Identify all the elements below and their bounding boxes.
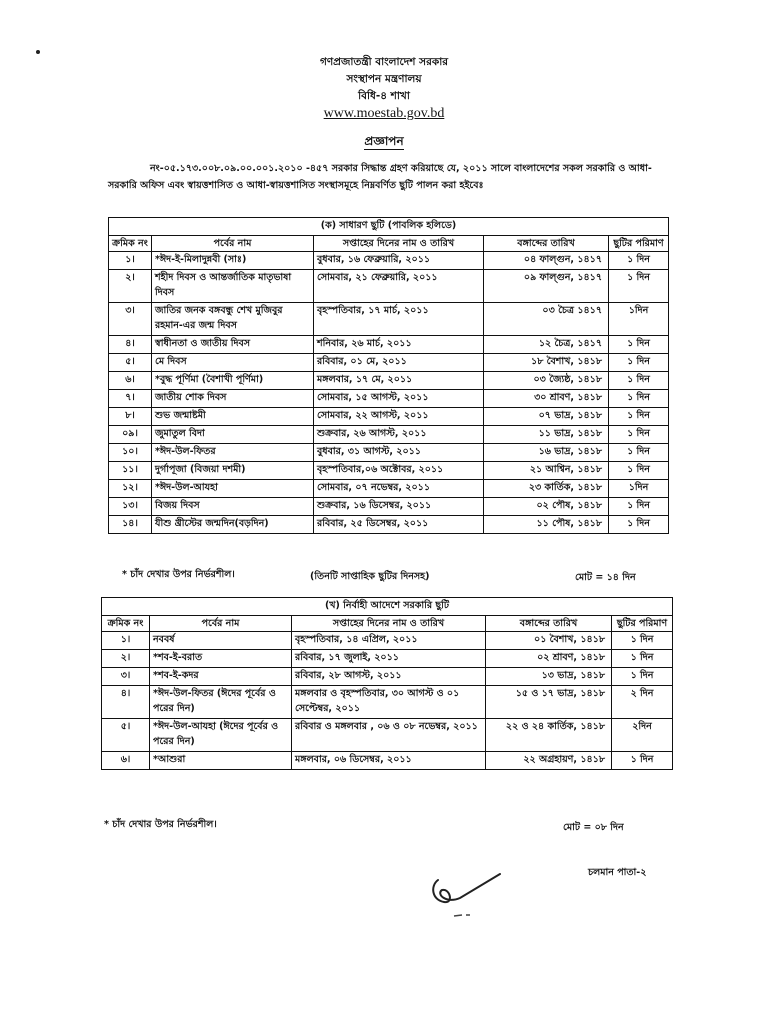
column-header-serial: ক্রমিক নং: [102, 616, 150, 632]
duration-cell: ১ দিন: [612, 650, 673, 668]
date-cell: বুধবার, ১৬ ফেব্রুয়ারি, ২০১১: [314, 252, 484, 270]
duration-cell: ১ দিন: [609, 426, 669, 444]
table-caption: (খ) নির্বাহী আদেশে সরকারি ছুটি: [102, 598, 673, 616]
duration-cell: ১ দিন: [609, 390, 669, 408]
duration-cell: ১ দিন: [612, 752, 673, 770]
table-row: [102, 650, 673, 668]
event-name-cell: জাতির জনক বঙ্গবন্ধু শেখ মুজিবুর রহমান-এর জন্ম দিবস: [152, 303, 314, 336]
table-row: [109, 444, 669, 462]
event-name-cell: *ঈদ-উল-আযহা: [152, 480, 314, 498]
date-cell: রবিবার, ০১ মে, ২০১১: [314, 354, 484, 372]
duration-cell: ১দিন: [609, 303, 669, 336]
bengali-date-cell: ১৬ ভাদ্র, ১৪১৮: [484, 444, 609, 462]
bengali-date-cell: ৩০ শ্রাবণ, ১৪১৮: [484, 390, 609, 408]
date-cell: শনিবার, ২৬ মার্চ, ২০১১: [314, 336, 484, 354]
public-holiday-table: [108, 217, 669, 534]
date-cell: রবিবার, ২৮ আগস্ট, ২০১১: [292, 668, 486, 686]
duration-cell: ১ দিন: [609, 336, 669, 354]
table-row: [102, 632, 673, 650]
table-row: [102, 752, 673, 770]
event-name-cell: *শব-ই-বরাত: [150, 650, 292, 668]
table-row: [109, 426, 669, 444]
bengali-date-cell: ২২ ও ২৪ কার্তিক, ১৪১৮: [486, 719, 612, 752]
date-cell: সোমবার, ০৭ নভেম্বর, ২০১১: [314, 480, 484, 498]
duration-cell: ১ দিন: [609, 516, 669, 534]
column-header-serial: ক্রমিক নং: [109, 236, 152, 252]
table-row: [102, 668, 673, 686]
event-name-cell: বিজয় দিবস: [152, 498, 314, 516]
column-header-bengali-date: বঙ্গাব্দের তারিখ: [486, 616, 612, 632]
event-name-cell: যীশু খ্রীস্টের জন্মদিন(বড়দিন): [152, 516, 314, 534]
column-header-duration: ছুটির পরিমাণ: [609, 236, 669, 252]
serial-cell: ১২।: [109, 480, 152, 498]
date-cell: বৃহস্পতিবার,০৬ অক্টোবর, ২০১১: [314, 462, 484, 480]
column-header-date: সপ্তাহের দিনের নাম ও তারিখ: [314, 236, 484, 252]
bengali-date-cell: ১২ চৈত্র, ১৪১৭: [484, 336, 609, 354]
serial-cell: ৭।: [109, 390, 152, 408]
table-row: [109, 516, 669, 534]
duration-cell: ১ দিন: [609, 252, 669, 270]
table2-total: মোট = ০৮ দিন: [563, 822, 624, 833]
event-name-cell: *ঈদ-উল-আযহা (ঈদের পূর্বের ও পরের দিন): [150, 719, 292, 752]
duration-cell: ১ দিন: [609, 444, 669, 462]
date-cell: বৃহস্পতিবার, ১৭ মার্চ, ২০১১: [314, 303, 484, 336]
table-row: [102, 719, 673, 752]
date-cell: রবিবার, ১৭ জুলাই, ২০১১: [292, 650, 486, 668]
duration-cell: ১ দিন: [612, 632, 673, 650]
serial-cell: ৬।: [109, 372, 152, 390]
column-header-duration: ছুটির পরিমাণ: [612, 616, 673, 632]
continued-page-label: চলমান পাতা-২: [588, 867, 647, 878]
date-cell: মঙ্গলবার ও বৃহস্পতিবার, ৩০ আগস্ট ও ০১ সেপ্টেম্বর, ২০১১: [292, 686, 486, 719]
table1-footnote: * চাঁদ দেখার উপর নির্ভরশীল।: [122, 569, 235, 580]
event-name-cell: *ঈদ-ই-মিলাদুন্নবী (সাঃ): [152, 252, 314, 270]
table-row: [109, 480, 669, 498]
letterhead: [0, 54, 768, 122]
serial-cell: ১১।: [109, 462, 152, 480]
date-cell: মঙ্গলবার, ১৭ মে, ২০১১: [314, 372, 484, 390]
duration-cell: ২দিন: [612, 719, 673, 752]
column-header-date: সপ্তাহের দিনের নাম ও তারিখ: [292, 616, 486, 632]
event-name-cell: *ঈদ-উল-ফিতর (ঈদের পূর্বের ও পরের দিন): [150, 686, 292, 719]
notice-title: প্রজ্ঞাপন: [364, 134, 404, 148]
table-row: [102, 686, 673, 719]
serial-cell: ৪।: [102, 686, 150, 719]
date-cell: সোমবার, ২২ আগস্ট, ২০১১: [314, 408, 484, 426]
bengali-date-cell: ০১ বৈশাখ, ১৪১৮: [486, 632, 612, 650]
date-cell: মঙ্গলবার, ০৬ ডিসেম্বর, ২০১১: [292, 752, 486, 770]
date-cell: বুধবার, ৩১ আগস্ট, ২০১১: [314, 444, 484, 462]
serial-cell: ৫।: [102, 719, 150, 752]
duration-cell: ১ দিন: [609, 498, 669, 516]
serial-cell: ০৯।: [109, 426, 152, 444]
serial-cell: ২।: [102, 650, 150, 668]
event-name-cell: *আশুরা: [150, 752, 292, 770]
weekly-holiday-note: (তিনটি সাপ্তাহিক ছুটির দিনসহ): [310, 571, 430, 582]
table-row: [109, 498, 669, 516]
date-cell: সোমবার, ২১ ফেব্রুয়ারি, ২০১১: [314, 270, 484, 303]
executive-holiday-table: [101, 597, 673, 770]
table-row: [109, 354, 669, 372]
date-cell: শুক্রবার, ১৬ ডিসেম্বর, ২০১১: [314, 498, 484, 516]
intro-paragraph: নং-০৫.১৭৩.০০৮.০৯.০০.০০১.২০১০ -৪৫৭ সরকার সিদ্ধান্ত গ্রহণ করিয়াছে যে, ২০১১ সালে বাংলাদেশের সকল সরকারি ও আধা-সরকারি অফিস এবং স্বায়ত্তশাসিত ও আধা-স্বায়ত্তশাসিত সংস্থাসমূহে নিম্নবর্ণিত ছুটি পালন করা হইবেঃ: [108, 163, 652, 191]
table-row: [109, 303, 669, 336]
date-cell: রবিবার, ২৫ ডিসেম্বর, ২০১১: [314, 516, 484, 534]
bengali-date-cell: ১১ ভাদ্র, ১৪১৮: [484, 426, 609, 444]
table-row: [109, 372, 669, 390]
event-name-cell: শহীদ দিবস ও আন্তর্জাতিক মাতৃভাষা দিবস: [152, 270, 314, 303]
bengali-date-cell: ১৮ বৈশাখ, ১৪১৮: [484, 354, 609, 372]
table1-total: মোট = ১৪ দিন: [575, 572, 636, 583]
event-name-cell: দুর্গাপূজা (বিজয়া দশমী): [152, 462, 314, 480]
bengali-date-cell: ০৩ জ্যৈষ্ঠ, ১৪১৮: [484, 372, 609, 390]
signature-mark: [420, 860, 520, 920]
bengali-date-cell: ২৩ কার্তিক, ১৪১৮: [484, 480, 609, 498]
duration-cell: ১ দিন: [609, 354, 669, 372]
table-row: [109, 408, 669, 426]
duration-cell: ১দিন: [609, 480, 669, 498]
date-cell: রবিবার ও মঙ্গলবার , ০৬ ও ০৮ নভেম্বর, ২০১১: [292, 719, 486, 752]
serial-cell: ৬।: [102, 752, 150, 770]
bengali-date-cell: ২২ অগ্রহায়ণ, ১৪১৮: [486, 752, 612, 770]
serial-cell: ১।: [109, 252, 152, 270]
bengali-date-cell: ১১ পৌষ, ১৪১৮: [484, 516, 609, 534]
date-cell: সোমবার, ১৫ আগস্ট, ২০১১: [314, 390, 484, 408]
government-name: গণপ্রজাতন্ত্রী বাংলাদেশ সরকার: [319, 56, 449, 68]
bengali-date-cell: ০২ শ্রাবণ, ১৪১৮: [486, 650, 612, 668]
bengali-date-cell: ১৩ ভাদ্র, ১৪১৮: [486, 668, 612, 686]
serial-cell: ৮।: [109, 408, 152, 426]
event-name-cell: স্বাধীনতা ও জাতীয় দিবস: [152, 336, 314, 354]
column-header-bengali-date: বঙ্গাব্দের তারিখ: [484, 236, 609, 252]
bengali-date-cell: ১৫ ও ১৭ ভাদ্র, ১৪১৮: [486, 686, 612, 719]
event-name-cell: শুভ জন্মাষ্টমী: [152, 408, 314, 426]
table2-footnote: * চাঁদ দেখার উপর নির্ভরশীল।: [104, 819, 217, 830]
date-cell: শুক্রবার, ২৬ আগস্ট, ২০১১: [314, 426, 484, 444]
table-row: [109, 252, 669, 270]
serial-cell: ১০।: [109, 444, 152, 462]
bengali-date-cell: ০২ পৌষ, ১৪১৮: [484, 498, 609, 516]
serial-cell: ৩।: [102, 668, 150, 686]
section-name: বিধি-৪ শাখা: [358, 90, 410, 102]
serial-cell: ২।: [109, 270, 152, 303]
event-name-cell: *শব-ই-কদর: [150, 668, 292, 686]
column-header-event: পর্বের নাম: [150, 616, 292, 632]
table-row: [109, 390, 669, 408]
website-link[interactable]: www.moestab.gov.bd: [323, 106, 445, 121]
serial-cell: ১৩।: [109, 498, 152, 516]
serial-cell: ১৪।: [109, 516, 152, 534]
serial-cell: ৫।: [109, 354, 152, 372]
event-name-cell: জাতীয় শোক দিবস: [152, 390, 314, 408]
event-name-cell: *ঈদ-উল-ফিতর: [152, 444, 314, 462]
duration-cell: ১ দিন: [609, 408, 669, 426]
duration-cell: ১ দিন: [609, 462, 669, 480]
event-name-cell: জুমাতুল বিদা: [152, 426, 314, 444]
column-header-event: পর্বের নাম: [152, 236, 314, 252]
table-row: [109, 336, 669, 354]
duration-cell: ২ দিন: [612, 686, 673, 719]
event-name-cell: নববর্ষ: [150, 632, 292, 650]
ministry-name: সংস্থাপন মন্ত্রণালয়: [346, 73, 422, 85]
table-caption: (ক) সাধারণ ছুটি (পাবলিক হলিডে): [109, 218, 669, 236]
date-cell: বৃহস্পতিবার, ১৪ এপ্রিল, ২০১১: [292, 632, 486, 650]
bengali-date-cell: ০৯ ফাল্গুন, ১৪১৭: [484, 270, 609, 303]
serial-cell: ১।: [102, 632, 150, 650]
serial-cell: ৪।: [109, 336, 152, 354]
bengali-date-cell: ০৩ চৈত্র ১৪১৭: [484, 303, 609, 336]
bengali-date-cell: ২১ আশ্বিন, ১৪১৮: [484, 462, 609, 480]
duration-cell: ১ দিন: [612, 668, 673, 686]
bengali-date-cell: ০৭ ভাদ্র, ১৪১৮: [484, 408, 609, 426]
table-row: [109, 270, 669, 303]
duration-cell: ১ দিন: [609, 372, 669, 390]
bengali-date-cell: ০৪ ফাল্গুন, ১৪১৭: [484, 252, 609, 270]
duration-cell: ১ দিন: [609, 270, 669, 303]
serial-cell: ৩।: [109, 303, 152, 336]
table-row: [109, 462, 669, 480]
event-name-cell: মে দিবস: [152, 354, 314, 372]
event-name-cell: *বুদ্ধ পূর্ণিমা (বৈশাখী পূর্ণিমা): [152, 372, 314, 390]
